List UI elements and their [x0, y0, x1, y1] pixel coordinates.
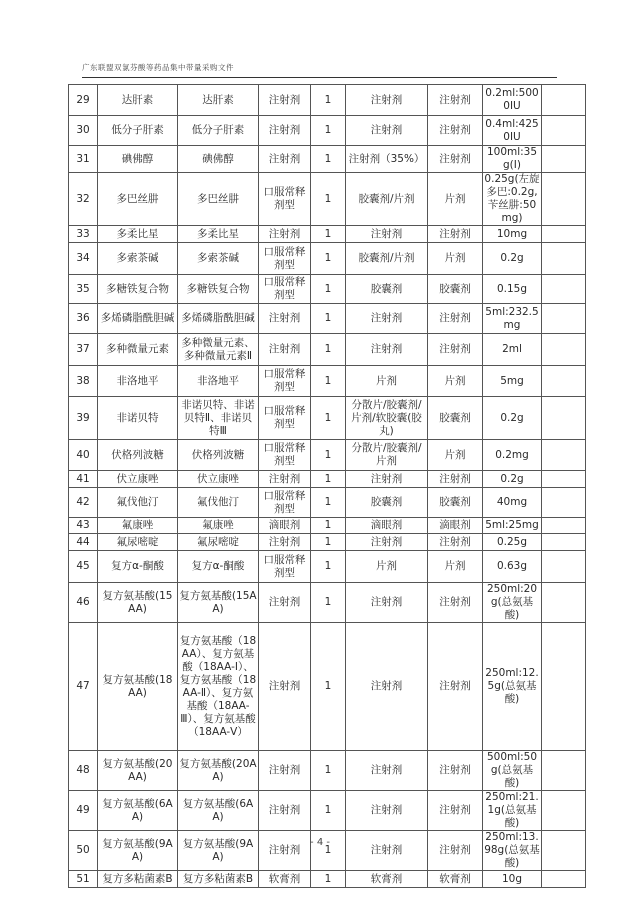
count-cell: 1	[311, 471, 346, 488]
row-number-cell: 50	[69, 831, 98, 871]
drug-name-cell: 复方多粘菌素B	[98, 871, 178, 888]
page-number: - 4 -	[310, 837, 330, 848]
category-cell: 注射剂	[259, 623, 311, 751]
representative-form-cell: 注射剂	[428, 85, 483, 116]
dosage-forms-cell: 注射剂	[346, 623, 428, 751]
category-cell: 口服常释剂型	[259, 440, 311, 471]
table-row	[69, 397, 586, 440]
row-number-cell: 39	[69, 397, 98, 440]
count-cell: 1	[311, 275, 346, 304]
category-cell: 注射剂	[259, 334, 311, 366]
representative-form-cell: 注射剂	[428, 116, 483, 146]
table-row	[69, 488, 586, 518]
row-number-cell: 51	[69, 871, 98, 888]
representative-form-cell: 胶囊剂	[428, 275, 483, 304]
count-cell: 1	[311, 751, 346, 791]
table-row	[69, 583, 586, 623]
extra-cell	[542, 366, 586, 397]
dosage-forms-cell: 注射剂	[346, 791, 428, 831]
drug-name-cell: 复方氨基酸(6AA)	[98, 791, 178, 831]
extra-cell	[542, 304, 586, 334]
category-cell: 注射剂	[259, 534, 311, 551]
dosage-forms-cell: 胶囊剂/片剂	[346, 243, 428, 275]
dosage-forms-cell: 注射剂	[346, 85, 428, 116]
extra-cell	[542, 534, 586, 551]
extra-cell	[542, 583, 586, 623]
table-row	[69, 304, 586, 334]
specification-cell: 10g	[483, 871, 542, 888]
category-cell: 软膏剂	[259, 871, 311, 888]
row-number-cell: 36	[69, 304, 98, 334]
representative-form-cell: 片剂	[428, 551, 483, 583]
scope-cell: 伏格列波糖	[178, 440, 259, 471]
drug-name-cell: 多索茶碱	[98, 243, 178, 275]
dosage-forms-cell: 注射剂	[346, 751, 428, 791]
scope-cell: 多种微量元素、多种微量元素Ⅱ	[178, 334, 259, 366]
representative-form-cell: 注射剂	[428, 146, 483, 173]
extra-cell	[542, 116, 586, 146]
category-cell: 口服常释剂型	[259, 488, 311, 518]
category-cell: 注射剂	[259, 116, 311, 146]
scope-cell: 多烯磷脂酰胆碱	[178, 304, 259, 334]
count-cell: 1	[311, 226, 346, 243]
row-number-cell: 40	[69, 440, 98, 471]
representative-form-cell: 片剂	[428, 440, 483, 471]
drug-name-cell: 复方α-酮酸	[98, 551, 178, 583]
table-row	[69, 146, 586, 173]
specification-cell: 40mg	[483, 488, 542, 518]
specification-cell: 0.2g	[483, 397, 542, 440]
table-row	[69, 85, 586, 116]
representative-form-cell: 软膏剂	[428, 871, 483, 888]
row-number-cell: 41	[69, 471, 98, 488]
extra-cell	[542, 791, 586, 831]
extra-cell	[542, 397, 586, 440]
representative-form-cell: 注射剂	[428, 751, 483, 791]
category-cell: 注射剂	[259, 146, 311, 173]
drug-name-cell: 多柔比星	[98, 226, 178, 243]
extra-cell	[542, 226, 586, 243]
category-cell: 注射剂	[259, 471, 311, 488]
representative-form-cell: 注射剂	[428, 583, 483, 623]
count-cell: 1	[311, 551, 346, 583]
specification-cell: 250ml:12.5g(总氨基酸)	[483, 623, 542, 751]
dosage-forms-cell: 分散片/胶囊剂/片剂	[346, 440, 428, 471]
specification-cell: 100ml:35g(I)	[483, 146, 542, 173]
count-cell: 1	[311, 334, 346, 366]
table-row	[69, 471, 586, 488]
table-row	[69, 334, 586, 366]
representative-form-cell: 片剂	[428, 243, 483, 275]
dosage-forms-cell: 注射剂（35%）	[346, 146, 428, 173]
scope-cell: 复方氨基酸(15AA)	[178, 583, 259, 623]
row-number-cell: 38	[69, 366, 98, 397]
table-row	[69, 623, 586, 751]
count-cell: 1	[311, 518, 346, 534]
representative-form-cell: 注射剂	[428, 831, 483, 871]
scope-cell: 复方氨基酸(20AA)	[178, 751, 259, 791]
count-cell: 1	[311, 831, 346, 871]
table-row	[69, 791, 586, 831]
dosage-forms-cell: 滴眼剂	[346, 518, 428, 534]
category-cell: 滴眼剂	[259, 518, 311, 534]
count-cell: 1	[311, 534, 346, 551]
row-number-cell: 48	[69, 751, 98, 791]
table-row	[69, 751, 586, 791]
specification-cell: 0.2g	[483, 471, 542, 488]
row-number-cell: 34	[69, 243, 98, 275]
header-rule	[82, 77, 557, 78]
specification-cell: 5mg	[483, 366, 542, 397]
specification-cell: 10mg	[483, 226, 542, 243]
count-cell: 1	[311, 871, 346, 888]
scope-cell: 多柔比星	[178, 226, 259, 243]
table-row	[69, 116, 586, 146]
row-number-cell: 43	[69, 518, 98, 534]
count-cell: 1	[311, 85, 346, 116]
row-number-cell: 31	[69, 146, 98, 173]
extra-cell	[542, 871, 586, 888]
drug-name-cell: 多糖铁复合物	[98, 275, 178, 304]
category-cell: 注射剂	[259, 304, 311, 334]
document-header-title: 广东联盟双氯芬酸等药品集中带量采购文件	[82, 63, 234, 72]
representative-form-cell: 胶囊剂	[428, 397, 483, 440]
table-row	[69, 440, 586, 471]
count-cell: 1	[311, 173, 346, 226]
category-cell: 注射剂	[259, 226, 311, 243]
count-cell: 1	[311, 304, 346, 334]
scope-cell: 氟尿嘧啶	[178, 534, 259, 551]
dosage-forms-cell: 注射剂	[346, 304, 428, 334]
representative-form-cell: 注射剂	[428, 471, 483, 488]
row-number-cell: 33	[69, 226, 98, 243]
specification-cell: 250ml:21.1g(总氨基酸)	[483, 791, 542, 831]
scope-cell: 复方多粘菌素B	[178, 871, 259, 888]
category-cell: 注射剂	[259, 751, 311, 791]
dosage-forms-cell: 分散片/胶囊剂/片剂/软胶囊(胶丸)	[346, 397, 428, 440]
drug-name-cell: 非诺贝特	[98, 397, 178, 440]
row-number-cell: 37	[69, 334, 98, 366]
extra-cell	[542, 85, 586, 116]
extra-cell	[542, 173, 586, 226]
drug-name-cell: 氟尿嘧啶	[98, 534, 178, 551]
table-row	[69, 173, 586, 226]
dosage-forms-cell: 注射剂	[346, 831, 428, 871]
specification-cell: 250ml:13.98g(总氨基酸)	[484, 831, 540, 869]
dosage-forms-cell: 片剂	[346, 366, 428, 397]
representative-form-cell: 滴眼剂	[428, 518, 483, 534]
extra-cell	[542, 146, 586, 173]
row-number-cell: 46	[69, 583, 98, 623]
scope-cell: 达肝素	[178, 85, 259, 116]
extra-cell	[542, 471, 586, 488]
extra-cell	[542, 334, 586, 366]
category-cell: 口服常释剂型	[259, 551, 311, 583]
dosage-forms-cell: 注射剂	[346, 471, 428, 488]
drug-name-cell: 非洛地平	[98, 366, 178, 397]
table-row	[69, 551, 586, 583]
count-cell: 1	[311, 366, 346, 397]
drug-name-cell: 低分子肝素	[98, 116, 178, 146]
table-row	[69, 534, 586, 551]
representative-form-cell: 注射剂	[428, 534, 483, 551]
drug-list-table	[68, 84, 586, 888]
row-number-cell: 30	[69, 116, 98, 146]
dosage-forms-cell: 胶囊剂	[346, 275, 428, 304]
specification-cell: 0.4ml:4250IU	[483, 116, 542, 146]
drug-name-cell: 复方氨基酸(9AA)	[98, 831, 178, 871]
dosage-forms-cell: 注射剂	[346, 116, 428, 146]
drug-name-cell: 复方氨基酸(15AA)	[98, 583, 178, 623]
drug-name-cell: 伏格列波糖	[98, 440, 178, 471]
dosage-forms-cell: 注射剂	[346, 534, 428, 551]
specification-cell: 250ml:20g(总氨基酸)	[483, 583, 542, 623]
representative-form-cell: 注射剂	[428, 304, 483, 334]
extra-cell	[542, 518, 586, 534]
drug-name-cell: 复方氨基酸(20AA)	[98, 751, 178, 791]
table-row	[69, 275, 586, 304]
drug-name-cell: 氟伐他汀	[98, 488, 178, 518]
category-cell: 注射剂	[259, 85, 311, 116]
category-cell: 口服常释剂型	[259, 243, 311, 275]
specification-cell: 2ml	[483, 334, 542, 366]
drug-name-cell: 氟康唑	[98, 518, 178, 534]
category-cell: 注射剂	[259, 583, 311, 623]
extra-cell	[542, 243, 586, 275]
scope-cell: 低分子肝素	[178, 116, 259, 146]
specification-cell: 0.25g(左旋多巴:0.2g,苄丝肼:50mg)	[484, 173, 540, 224]
specification-cell: 5ml:25mg	[483, 518, 542, 534]
count-cell: 1	[311, 488, 346, 518]
drug-name-cell: 伏立康唑	[98, 471, 178, 488]
table-row	[69, 518, 586, 534]
row-number-cell: 29	[69, 85, 98, 116]
scope-cell: 非洛地平	[178, 366, 259, 397]
dosage-forms-cell: 注射剂	[346, 583, 428, 623]
scope-cell: 氟康唑	[178, 518, 259, 534]
category-cell: 注射剂	[259, 791, 311, 831]
dosage-forms-cell: 软膏剂	[346, 871, 428, 888]
table-row	[69, 243, 586, 275]
extra-cell	[542, 623, 586, 751]
representative-form-cell: 胶囊剂	[428, 488, 483, 518]
drug-name-cell: 多巴丝肼	[98, 173, 178, 226]
extra-cell	[542, 751, 586, 791]
specification-cell: 0.63g	[483, 551, 542, 583]
count-cell: 1	[311, 583, 346, 623]
scope-cell: 复方氨基酸(9AA)	[178, 831, 259, 871]
dosage-forms-cell: 注射剂	[346, 334, 428, 366]
specification-cell: 500ml:50g(总氨基酸)	[483, 751, 542, 791]
extra-cell	[542, 440, 586, 471]
specification-cell: 5ml:232.5mg	[483, 304, 542, 334]
scope-cell: 伏立康唑	[178, 471, 259, 488]
specification-cell: 0.2g	[483, 243, 542, 275]
count-cell: 1	[311, 146, 346, 173]
specification-cell: 0.25g	[483, 534, 542, 551]
row-number-cell: 35	[69, 275, 98, 304]
row-number-cell: 42	[69, 488, 98, 518]
extra-cell	[542, 488, 586, 518]
dosage-forms-cell: 注射剂	[346, 226, 428, 243]
table-row	[69, 226, 586, 243]
dosage-forms-cell: 片剂	[346, 551, 428, 583]
specification-cell: 0.2ml:5000IU	[483, 85, 542, 116]
drug-name-cell: 复方氨基酸(18AA)	[98, 623, 178, 751]
dosage-forms-cell: 胶囊剂	[346, 488, 428, 518]
scope-cell: 碘佛醇	[178, 146, 259, 173]
category-cell: 口服常释剂型	[259, 173, 311, 226]
extra-cell	[542, 275, 586, 304]
scope-cell: 复方α-酮酸	[178, 551, 259, 583]
scope-cell: 非诺贝特、非诺贝特Ⅱ、非诺贝特Ⅲ	[178, 397, 259, 440]
row-number-cell: 49	[69, 791, 98, 831]
row-number-cell: 32	[69, 173, 98, 226]
scope-cell: 氟伐他汀	[178, 488, 259, 518]
drug-name-cell: 多种微量元素	[98, 334, 178, 366]
scope-cell: 多巴丝肼	[178, 173, 259, 226]
scope-cell: 复方氨基酸(6AA)	[178, 791, 259, 831]
count-cell: 1	[311, 243, 346, 275]
dosage-forms-cell: 胶囊剂/片剂	[346, 173, 428, 226]
category-cell: 注射剂	[259, 831, 311, 871]
specification-cell: 0.15g	[483, 275, 542, 304]
category-cell: 口服常释剂型	[259, 366, 311, 397]
row-number-cell: 45	[69, 551, 98, 583]
extra-cell	[542, 551, 586, 583]
row-number-cell: 44	[69, 534, 98, 551]
drug-name-cell: 多烯磷脂酰胆碱	[98, 304, 178, 334]
row-number-cell: 47	[69, 623, 98, 751]
count-cell: 1	[311, 623, 346, 751]
representative-form-cell: 注射剂	[428, 334, 483, 366]
table-body	[69, 85, 586, 888]
count-cell: 1	[311, 116, 346, 146]
count-cell: 1	[311, 440, 346, 471]
category-cell: 口服常释剂型	[259, 397, 311, 440]
representative-form-cell: 片剂	[428, 173, 483, 226]
scope-cell: 多索茶碱	[178, 243, 259, 275]
count-cell: 1	[311, 791, 346, 831]
representative-form-cell: 注射剂	[428, 791, 483, 831]
representative-form-cell: 注射剂	[428, 623, 483, 751]
table-row	[69, 871, 586, 888]
drug-name-cell: 碘佛醇	[98, 146, 178, 173]
representative-form-cell: 注射剂	[428, 226, 483, 243]
representative-form-cell: 片剂	[428, 366, 483, 397]
specification-cell: 0.2mg	[483, 440, 542, 471]
scope-cell: 多糖铁复合物	[178, 275, 259, 304]
category-cell: 口服常释剂型	[259, 275, 311, 304]
table-row	[69, 366, 586, 397]
scope-cell: 复方氨基酸（18AA）、复方氨基酸（18AA-Ⅰ）、复方氨基酸（18AA-Ⅱ）、复方氨基酸（18AA-Ⅲ）、复方氨基酸（18AA-Ⅴ）	[178, 623, 259, 751]
drug-name-cell: 达肝素	[98, 85, 178, 116]
count-cell: 1	[311, 397, 346, 440]
